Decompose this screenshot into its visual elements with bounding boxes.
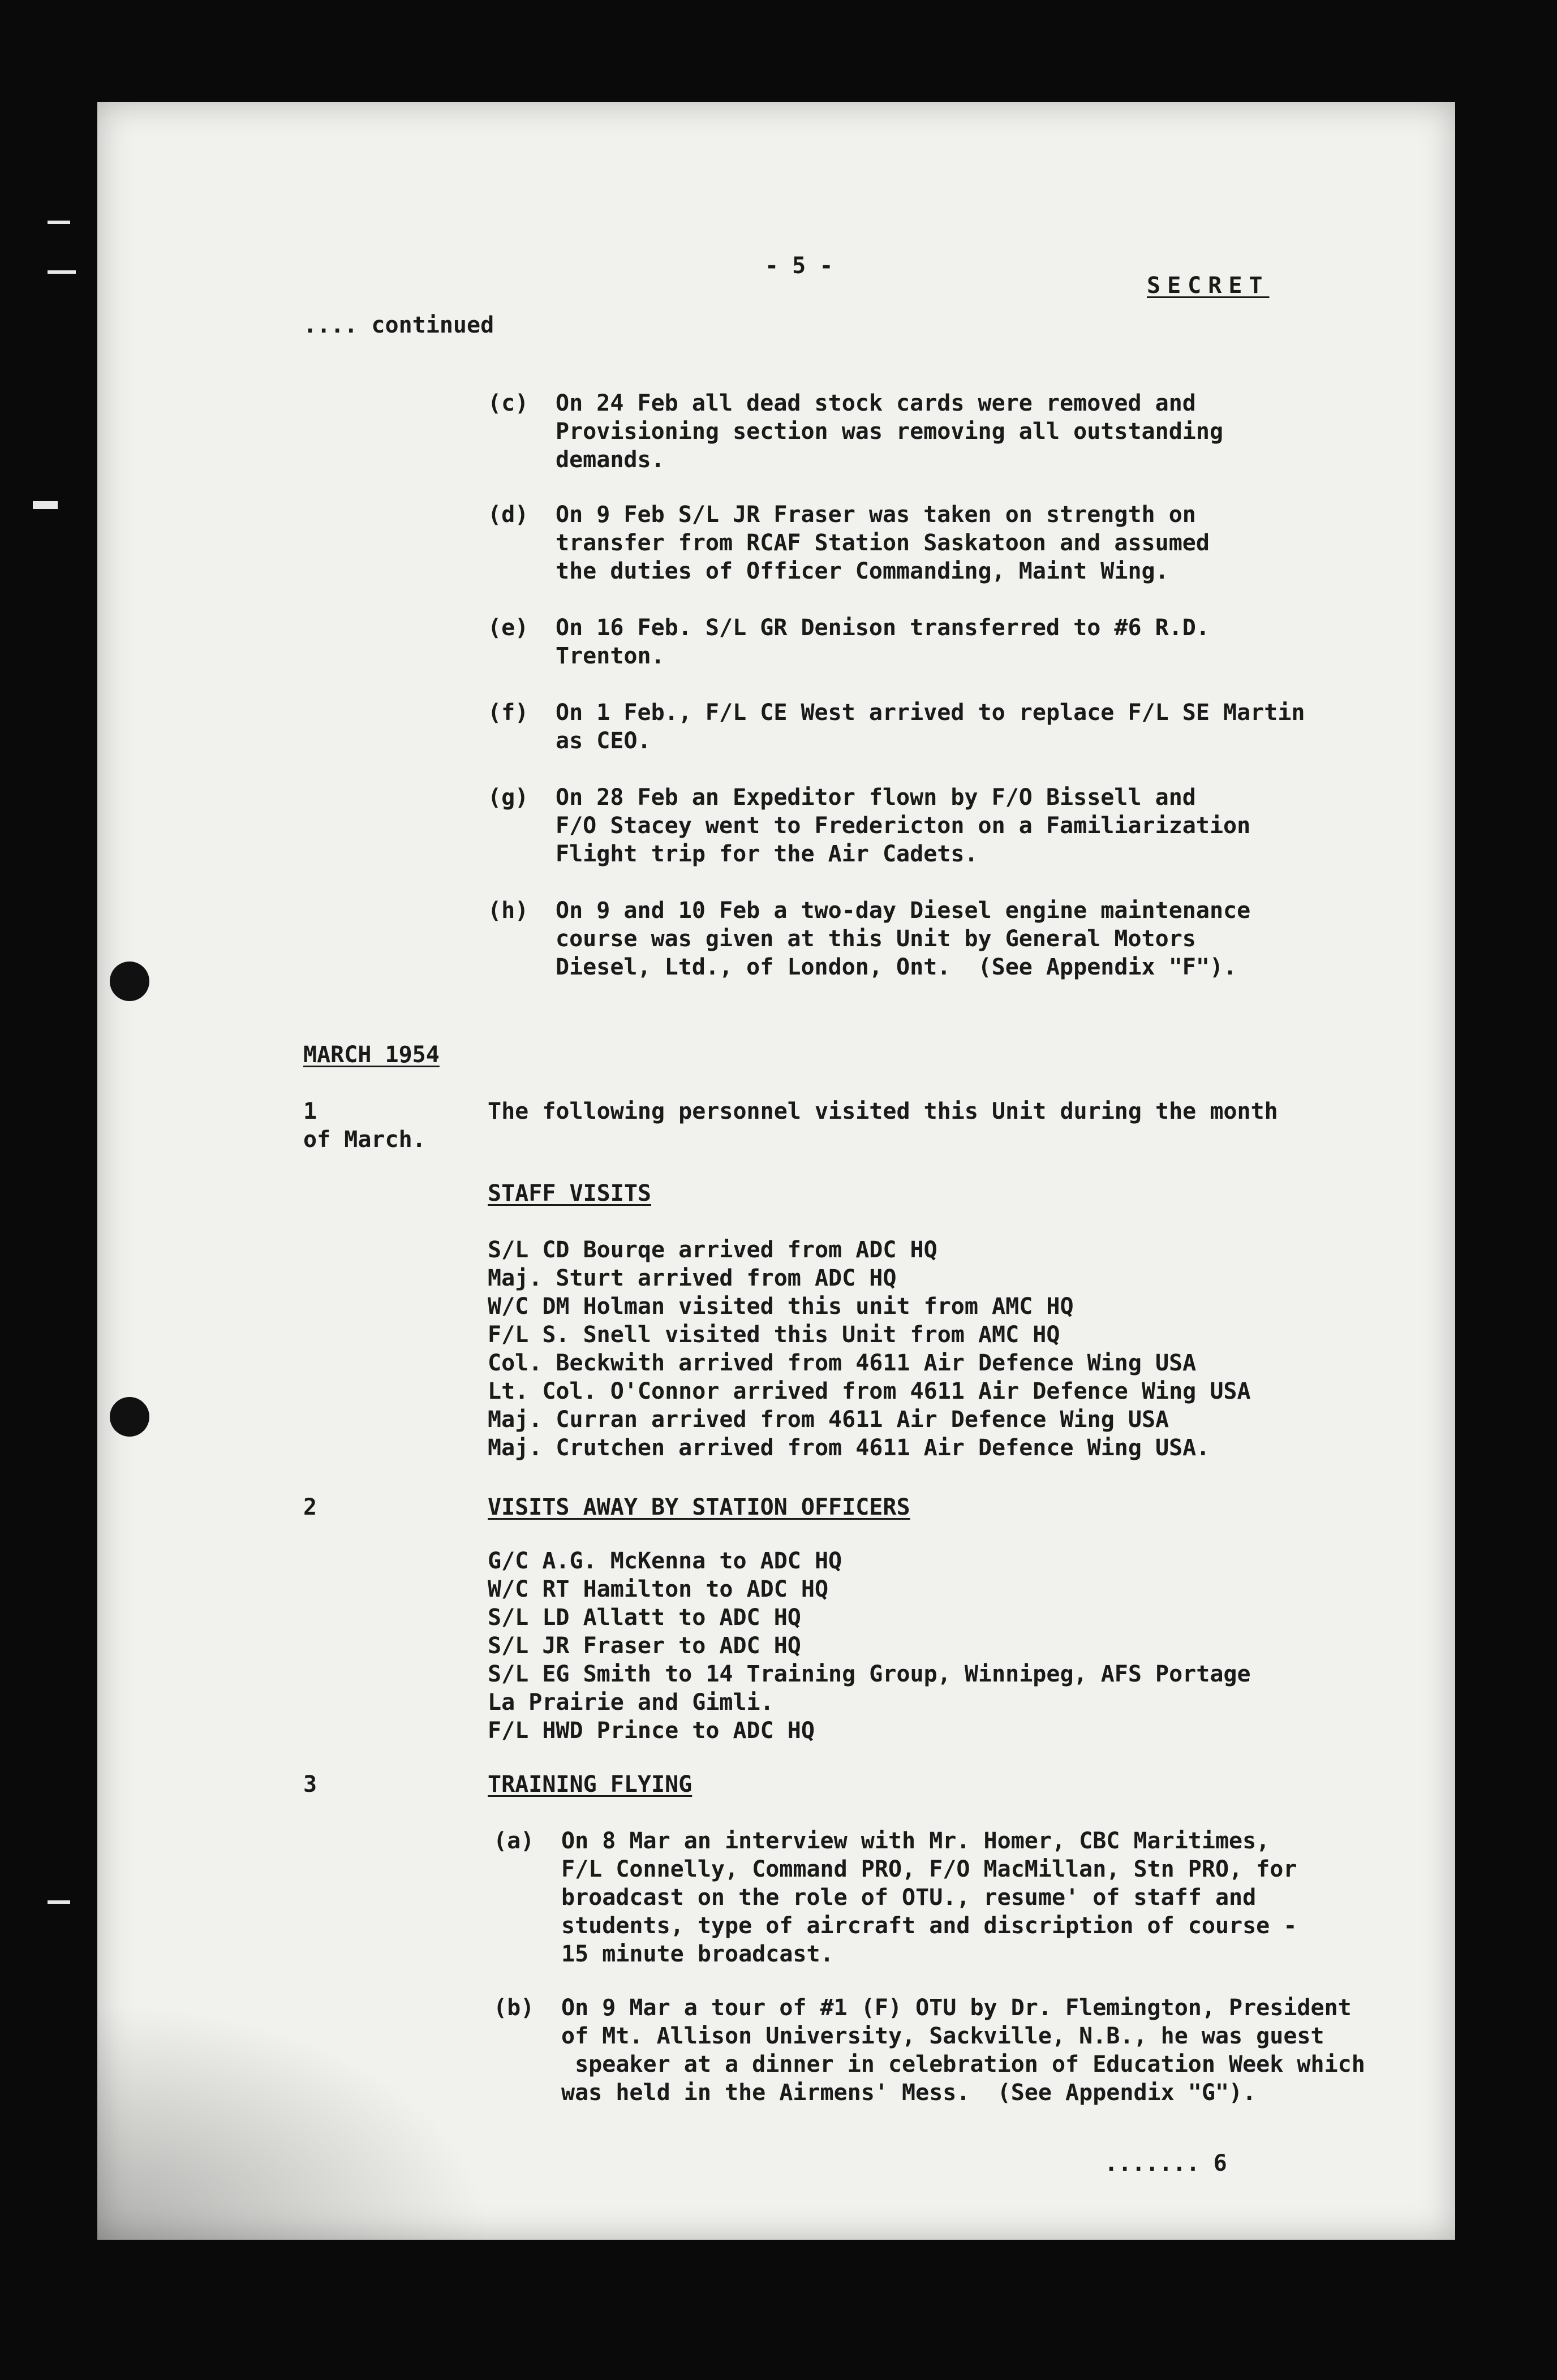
item-text: On 9 and 10 Feb a two-day Diesel engine maintenance course was given at this Unit by General Motors Diesel, Ltd., of London, Ont. (See Appendix "F"). (556, 898, 1251, 980)
punch-hole-mark (110, 1397, 149, 1437)
item-text: On 9 Feb S/L JR Fraser was taken on strength on transfer from RCAF Station Saskatoon and assumed the duties of Officer Commanding, Maint Wing. (556, 502, 1210, 584)
item-letter: (g) (488, 784, 529, 810)
subheading-visits-away: VISITS AWAY BY STATION OFFICERS (488, 1494, 910, 1520)
page-number: - 5 - (765, 253, 833, 279)
document-page (97, 102, 1455, 2240)
item-letter: (c) (488, 390, 529, 416)
item-number: 1 (303, 1098, 317, 1124)
item-text: On 1 Feb., F/L CE West arrived to replace F/L SE Martin as CEO. (556, 700, 1305, 754)
item-letter: (b) (493, 1995, 535, 2021)
item-text: On 8 Mar an interview with Mr. Homer, CBC Maritimes, F/L Connelly, Command PRO, F/O MacMillan, Stn PRO, for broadcast on the role of OTU., resume' of staff and students, type of aircraft and discription of course - 15 minute broadcast. (561, 1828, 1297, 1967)
continued-marker: .... continued (303, 312, 494, 338)
scan-edge-mark (48, 221, 70, 224)
item-text: On 24 Feb all dead stock cards were removed and Provisioning section was removing all outstanding demands. (556, 390, 1224, 473)
item-text: On 28 Feb an Expeditor flown by F/O Bissell and F/O Stacey went to Fredericton on a Familiarization Flight trip for the Air Cadets. (556, 784, 1251, 867)
page-shadow (97, 2002, 493, 2240)
visits-away-list: G/C A.G. McKenna to ADC HQ W/C RT Hamilton to ADC HQ S/L LD Allatt to ADC HQ S/L JR Fraser to ADC HQ S/L EG Smith to 14 Training Group, Winnipeg, AFS Portage La Prairie and Gimli. F/L HWD Prince to ADC HQ (488, 1548, 1251, 1744)
scan-edge-mark (48, 270, 76, 274)
continued-to-marker: ....... 6 (1104, 2150, 1227, 2176)
item-letter: (a) (493, 1828, 535, 1854)
section-heading-march: MARCH 1954 (303, 1042, 440, 1068)
classification-marking: SECRET (1147, 273, 1270, 299)
item-letter: (e) (488, 615, 529, 641)
staff-visits-list: S/L CD Bourqe arrived from ADC HQ Maj. Sturt arrived from ADC HQ W/C DM Holman visited this unit from AMC HQ F/L S. Snell visited this Unit from AMC HQ Col. Beckwith arrived from 4611 Air Defence Wing USA Lt. Col. O'Connor arrived from 4611 Air Defence Wing USA Maj. Curran arrived from 4611 Air Defence Wing USA Maj. Crutchen arrived from 4611 Air Defence Wing USA. (488, 1237, 1251, 1461)
item-text: On 16 Feb. S/L GR Denison transferred to #6 R.D. Trenton. (556, 615, 1210, 669)
item-number: 3 (303, 1771, 317, 1797)
item-number: 2 (303, 1494, 317, 1520)
item-letter: (d) (488, 502, 529, 528)
scan-edge-mark (33, 501, 58, 509)
scan-edge-mark (48, 1900, 70, 1904)
item-text: On 9 Mar a tour of #1 (F) OTU by Dr. Flemington, President of Mt. Allison University, Sackville, N.B., he was guest speaker at a dinner in celebration of Education Week which was held in the Airmens' Mess. (See Appendix "G"). (561, 1995, 1365, 2106)
punch-hole-mark (110, 962, 149, 1001)
item-letter: (h) (488, 898, 529, 924)
item-text: The following personnel visited this Unit during the month (488, 1098, 1278, 1124)
subheading-training-flying: TRAINING FLYING (488, 1771, 693, 1797)
item-text: of March. (303, 1127, 426, 1153)
subheading-staff-visits: STAFF VISITS (488, 1180, 651, 1206)
item-letter: (f) (488, 700, 529, 726)
